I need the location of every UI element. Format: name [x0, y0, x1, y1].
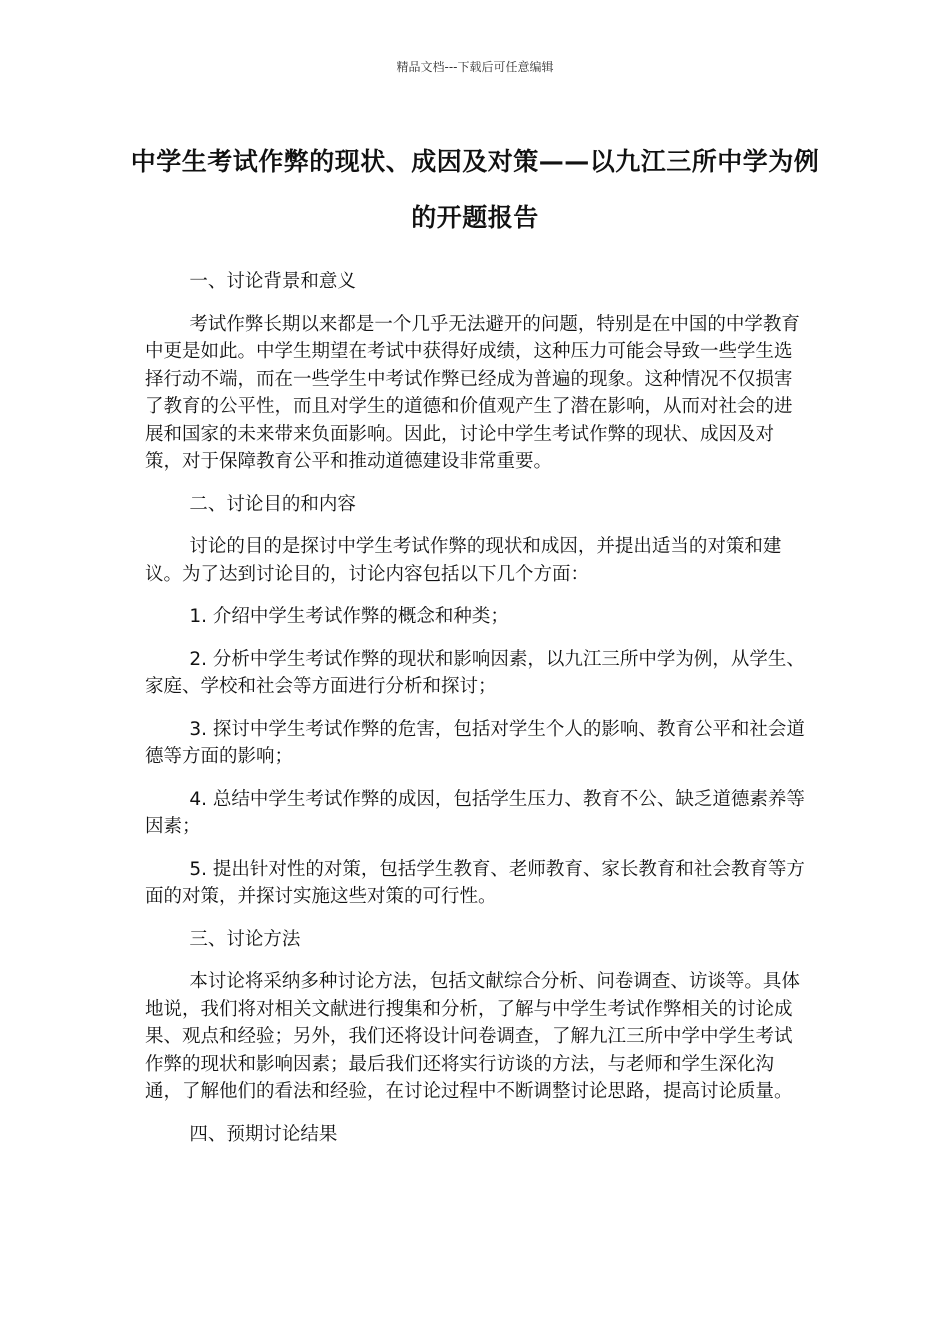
document-title: 中学生考试作弊的现状、成因及对策——以九江三所中学为例的开题报告 — [130, 147, 820, 232]
document-body — [145, 268, 805, 1163]
list-item: 4. 总结中学生考试作弊的成因，包括学生压力、教育不公、缺乏道德素养等因素； — [145, 788, 805, 837]
list-item: 1. 介绍中学生考试作弊的概念和种类； — [189, 606, 509, 627]
section-heading-method: 三、讨论方法 — [189, 928, 301, 950]
section-heading-purpose: 二、讨论目的和内容 — [189, 493, 356, 515]
section-heading-expected-results: 四、预期讨论结果 — [189, 1123, 338, 1145]
section-heading-background: 一、讨论背景和意义 — [189, 271, 356, 292]
paragraph-method: 本讨论将采纳多种讨论方法，包括文献综合分析、问卷调查、访谈等。具体地说，我们将对相关文献进行搜集和分析，了解与中学生考试作弊相关的讨论成果、观点和经验；另外，我们还将设计问卷调查，了解九江三所中学中学生考试作弊的现状和影响因素；最后我们还将实行访谈的方法，与老师和学生深化沟通，了解他们的看法和经验，在讨论过程中不断调整讨论思路，提高讨论质量。 — [145, 971, 800, 1102]
list-item: 3. 探讨中学生考试作弊的危害，包括对学生个人的影响、教育公平和社会道德等方面的影响； — [145, 718, 805, 767]
paragraph-purpose: 讨论的目的是探讨中学生考试作弊的现状和成因，并提出适当的对策和建议。为了达到讨论目的，讨论内容包括以下几个方面： — [145, 536, 782, 585]
paragraph-background: 考试作弊长期以来都是一个几乎无法避开的问题，特别是在中国的中学教育中更是如此。中学生期望在考试中获得好成绩，这种压力可能会导致一些学生选择行动不端，而在一些学生中考试作弊已经成为普遍的现象。这种情况不仅损害了教育的公平性，而且对学生的道德和价值观产生了潜在影响，从而对社会的进展和国家的未来带来负面影响。因此，讨论中学生考试作弊的现状、成因及对策，对于保障教育公平和推动道德建设非常重要。 — [145, 313, 800, 472]
list-item: 5. 提出针对性的对策，包括学生教育、老师教育、家长教育和社会教育等方面的对策，并探讨实施这些对策的可行性。 — [145, 858, 805, 907]
list-item: 2. 分析中学生考试作弊的现状和影响因素，以九江三所中学为例，从学生、家庭、学校和社会等方面进行分析和探讨； — [145, 648, 805, 697]
header-note: 精品文档---下载后可任意编辑 — [396, 60, 554, 74]
